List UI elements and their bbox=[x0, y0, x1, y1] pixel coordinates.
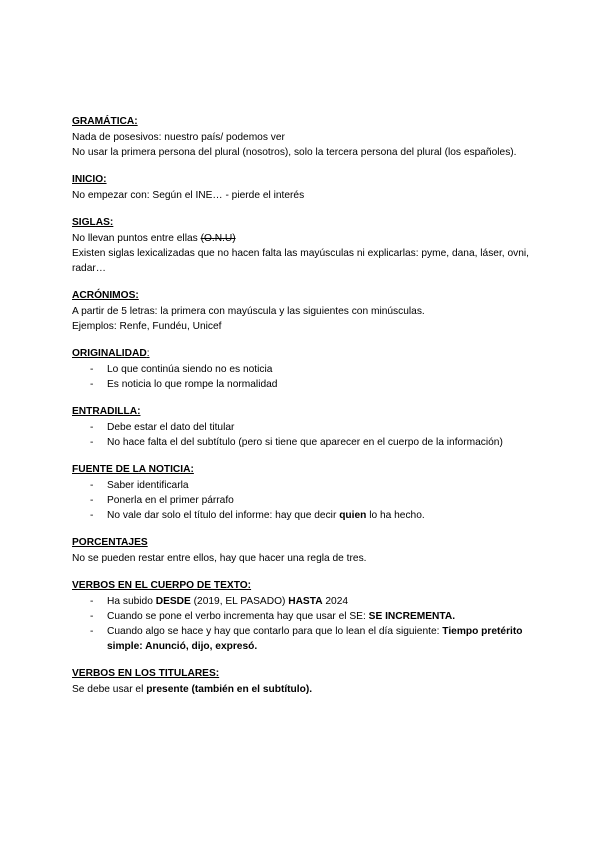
fuente-item3-text: No vale dar solo el título del informe: hay que decir bbox=[107, 510, 340, 521]
heading-acronimos: ACRÓNIMOS: bbox=[72, 290, 139, 301]
list-item: - Saber identificarla bbox=[72, 478, 542, 493]
heading-porcentajes: PORCENTAJES bbox=[72, 537, 148, 548]
list-item bbox=[72, 594, 542, 609]
section-siglas bbox=[72, 215, 542, 276]
fuente-list bbox=[72, 478, 542, 523]
list-item: - Ponerla en el primer párrafo bbox=[72, 493, 542, 508]
section-porcentajes bbox=[72, 535, 542, 566]
verbos-item2-text: Cuando se pone el verbo incrementa hay que usar el SE: bbox=[107, 611, 369, 622]
heading-verbos-titulares: VERBOS EN LOS TITULARES: bbox=[72, 668, 220, 679]
siglas-line-1-text: No llevan puntos entre ellas bbox=[72, 233, 201, 244]
heading-verbos-cuerpo: VERBOS EN EL CUERPO DE TEXTO: bbox=[72, 580, 252, 591]
heading-inicio: INICIO: bbox=[72, 174, 107, 185]
list-item: - Es noticia lo que rompe la normalidad bbox=[72, 377, 542, 392]
heading-originalidad-colon: : bbox=[146, 348, 150, 359]
heading-originalidad bbox=[72, 346, 542, 362]
entradilla-list bbox=[72, 420, 542, 450]
section-acronimos bbox=[72, 288, 542, 334]
verbos-item1-c: (2019, EL PASADO) bbox=[190, 596, 289, 607]
section-entradilla bbox=[72, 404, 542, 450]
verbos-item3-text: Cuando algo se hace y hay que contarlo para que lo lean el día siguiente: bbox=[107, 626, 443, 637]
siglas-struck-example: (O.N.U) bbox=[200, 233, 236, 244]
list-item bbox=[72, 508, 542, 523]
fuente-item3-end: lo ha hecho. bbox=[366, 510, 425, 521]
list-item bbox=[72, 624, 542, 654]
heading-gramatica: GRAMÁTICA: bbox=[72, 116, 138, 127]
section-fuente bbox=[72, 462, 542, 523]
list-item bbox=[72, 609, 542, 624]
heading-siglas: SIGLAS: bbox=[72, 217, 114, 228]
verbos-titulares-line bbox=[72, 682, 542, 697]
heading-originalidad-text: ORIGINALIDAD bbox=[72, 348, 147, 359]
acronimos-line-2: Ejemplos: Renfe, Fundéu, Unicef bbox=[72, 321, 222, 332]
inicio-line-1: No empezar con: Según el INE… - pierde el interés bbox=[72, 190, 305, 201]
section-inicio bbox=[72, 172, 542, 203]
heading-fuente: FUENTE DE LA NOTICIA: bbox=[72, 464, 194, 475]
list-item: - Lo que continúa siendo no es noticia bbox=[72, 362, 542, 377]
gramatica-line-1: Nada de posesivos: nuestro país/ podemos ver bbox=[72, 132, 285, 143]
verbos-item1-e: 2024 bbox=[322, 596, 349, 607]
heading-entradilla: ENTRADILLA: bbox=[72, 406, 141, 417]
originalidad-list bbox=[72, 362, 542, 392]
section-verbos-titulares bbox=[72, 666, 542, 697]
verbos-titulares-text: Se debe usar el bbox=[72, 684, 147, 695]
list-item: - Debe estar el dato del titular bbox=[72, 420, 542, 435]
verbos-item1-desde: DESDE bbox=[155, 596, 191, 607]
porcentajes-line-1: No se pueden restar entre ellos, hay que hacer una regla de tres. bbox=[72, 553, 367, 564]
list-item: - No hace falta el del subtítulo (pero si tiene que aparecer en el cuerpo de la información) bbox=[72, 435, 542, 450]
verbos-titulares-bold: presente (también en el subtítulo). bbox=[146, 684, 313, 695]
document-page bbox=[72, 114, 542, 711]
verbos-item2-bold: SE INCREMENTA. bbox=[368, 611, 456, 622]
verbos-item1-hasta: HASTA bbox=[288, 596, 323, 607]
verbos-item1-a: Ha subido bbox=[107, 596, 156, 607]
gramatica-line-2: No usar la primera persona del plural (nosotros), solo la tercera persona del plural (los españoles). bbox=[72, 147, 517, 158]
verbos-item3-bold: Tiempo pretérito simple: Anunció, dijo, expresó. bbox=[107, 626, 523, 652]
acronimos-line-1: A partir de 5 letras: la primera con mayúscula y las siguientes con minúsculas. bbox=[72, 306, 425, 317]
section-originalidad bbox=[72, 346, 542, 392]
section-gramatica bbox=[72, 114, 542, 160]
siglas-line-2: Existen siglas lexicalizadas que no hacen falta las mayúsculas ni explicarlas: pyme, dana, láser, ovni, radar… bbox=[72, 248, 529, 274]
siglas-line-1 bbox=[72, 231, 542, 246]
verbos-cuerpo-list bbox=[72, 594, 542, 654]
fuente-item3-bold: quien bbox=[339, 510, 367, 521]
section-verbos-cuerpo bbox=[72, 578, 542, 654]
